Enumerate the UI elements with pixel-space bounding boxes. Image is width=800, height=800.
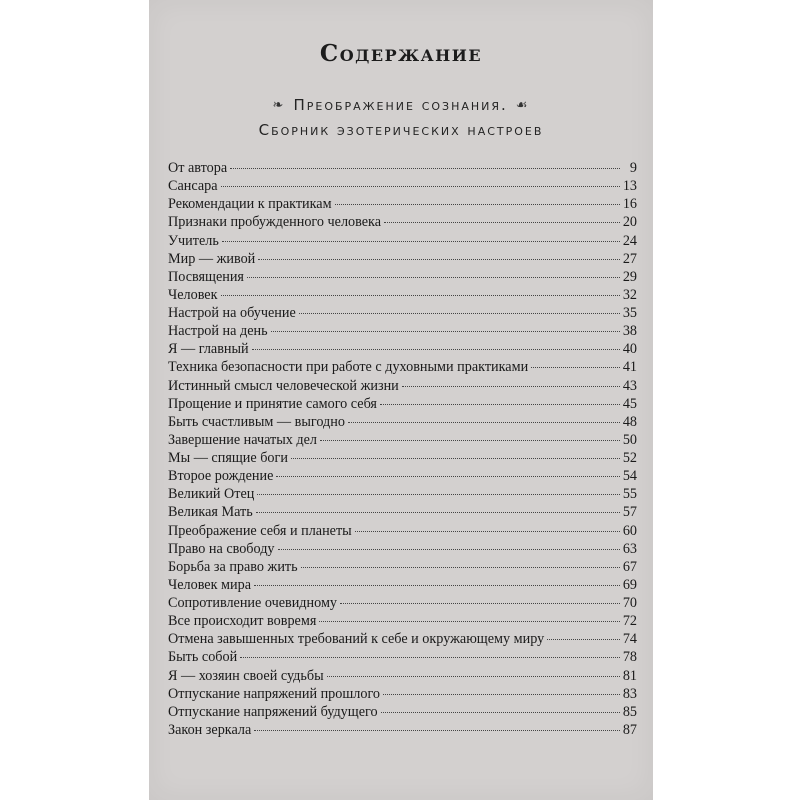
toc-entry-title: Все происходит вовремя xyxy=(168,613,317,630)
toc-entry-title: Быть собой xyxy=(168,649,238,666)
dot-leader xyxy=(254,730,620,731)
toc-entry-page-number: 57 xyxy=(622,504,637,521)
toc-entry-title: Преображение себя и планеты xyxy=(168,522,352,539)
toc-entry-title: Великий Отец xyxy=(168,486,255,503)
section-title-line-1 xyxy=(149,96,653,114)
dot-leader xyxy=(254,585,620,586)
toc-entry[interactable] xyxy=(168,704,637,722)
toc-entry-page-number: 55 xyxy=(622,486,637,503)
dot-leader xyxy=(256,512,620,513)
toc-entry[interactable] xyxy=(168,323,637,341)
toc-entry-page-number: 40 xyxy=(622,341,637,358)
toc-entry-page-number: 45 xyxy=(622,395,637,412)
toc-entry-page-number: 74 xyxy=(622,631,637,648)
toc-entry-title: Человек мира xyxy=(168,576,252,593)
table-of-contents xyxy=(168,160,637,740)
toc-entry-page-number: 54 xyxy=(622,468,637,485)
toc-entry[interactable] xyxy=(168,414,637,432)
dot-leader xyxy=(402,386,620,387)
toc-entry-page-number: 38 xyxy=(622,323,637,340)
dot-leader xyxy=(383,694,620,695)
toc-entry-page-number: 87 xyxy=(622,721,637,738)
toc-entry-page-number: 70 xyxy=(622,595,637,611)
toc-entry-title: Рекомендации к практикам xyxy=(168,196,332,213)
dot-leader xyxy=(299,313,620,314)
toc-entry-title: Я — главный xyxy=(168,341,249,358)
toc-entry-title: Борьба за право жить xyxy=(168,558,298,575)
book-page xyxy=(149,0,653,800)
toc-entry-title: Закон зеркала xyxy=(168,721,252,738)
toc-entry-page-number: 32 xyxy=(622,286,637,303)
dot-leader xyxy=(278,549,620,550)
toc-entry[interactable] xyxy=(168,305,637,323)
toc-entry-title: Отмена завышенных требований к себе и окружающему миру xyxy=(168,631,545,648)
toc-entry-page-number: 9 xyxy=(629,160,637,176)
toc-entry-page-number: 69 xyxy=(622,576,637,593)
dot-leader xyxy=(355,531,620,532)
toc-entry[interactable] xyxy=(168,214,637,232)
toc-entry-page-number: 85 xyxy=(622,703,637,720)
dot-leader xyxy=(257,494,619,495)
ornament-right-icon: ☙ xyxy=(515,98,530,113)
toc-entry-title: Второе рождение xyxy=(168,468,274,485)
toc-entry[interactable] xyxy=(168,378,637,396)
toc-entry-title: Великая Мать xyxy=(168,504,253,521)
toc-entry[interactable] xyxy=(168,359,637,377)
toc-entry-page-number: 60 xyxy=(622,522,637,539)
dot-leader xyxy=(320,440,620,441)
toc-entry-title: Истинный смысл человеческой жизни xyxy=(168,377,399,394)
toc-entry-page-number: 43 xyxy=(622,377,637,394)
toc-entry[interactable] xyxy=(168,613,637,631)
dot-leader xyxy=(221,186,620,187)
toc-entry[interactable] xyxy=(168,233,637,251)
toc-entry-title: Настрой на день xyxy=(168,323,268,340)
toc-entry-title: Настрой на обучение xyxy=(168,305,296,321)
toc-entry[interactable] xyxy=(168,541,637,559)
toc-entry[interactable] xyxy=(168,160,637,178)
toc-entry[interactable] xyxy=(168,686,637,704)
toc-entry[interactable] xyxy=(168,559,637,577)
toc-entry-title: Мир — живой xyxy=(168,250,256,267)
toc-entry-title: Учитель xyxy=(168,232,219,249)
toc-entry-title: Сансара xyxy=(168,178,218,195)
toc-entry[interactable] xyxy=(168,577,637,595)
dot-leader xyxy=(221,295,620,296)
toc-entry-page-number: 81 xyxy=(622,667,637,684)
dot-leader xyxy=(247,277,620,278)
dot-leader xyxy=(252,349,620,350)
toc-entry[interactable] xyxy=(168,287,637,305)
toc-entry[interactable] xyxy=(168,523,637,541)
toc-entry-page-number: 41 xyxy=(622,359,637,376)
toc-entry[interactable] xyxy=(168,251,637,269)
toc-entry-title: Человек xyxy=(168,286,218,303)
toc-entry-page-number: 16 xyxy=(622,196,637,213)
toc-entry-page-number: 24 xyxy=(622,232,637,249)
toc-entry-page-number: 72 xyxy=(622,613,637,630)
dot-leader xyxy=(271,331,620,332)
toc-entry[interactable] xyxy=(168,631,637,649)
toc-entry-page-number: 20 xyxy=(622,214,637,231)
toc-entry[interactable] xyxy=(168,432,637,450)
dot-leader xyxy=(327,676,620,677)
toc-entry-title: Я — хозяин своей судьбы xyxy=(168,667,324,684)
toc-entry[interactable] xyxy=(168,504,637,522)
toc-entry-title: Право на свободу xyxy=(168,540,275,557)
toc-entry-title: Мы — спящие боги xyxy=(168,450,288,466)
toc-entry-page-number: 83 xyxy=(622,685,637,702)
toc-entry-title: Признаки пробужденного человека xyxy=(168,214,382,231)
toc-entry-page-number: 27 xyxy=(622,250,637,267)
toc-entry-page-number: 63 xyxy=(622,540,637,557)
toc-entry-page-number: 48 xyxy=(622,413,637,430)
toc-entry[interactable] xyxy=(168,178,637,196)
page-title: Содержание xyxy=(319,40,483,67)
toc-entry-page-number: 29 xyxy=(622,268,637,285)
dot-leader xyxy=(381,712,620,713)
toc-entry-title: От автора xyxy=(168,160,228,176)
dot-leader xyxy=(531,367,620,368)
toc-entry-title: Техника безопасности при работе с духовными практиками xyxy=(168,359,529,376)
toc-entry[interactable] xyxy=(168,269,637,287)
dot-leader xyxy=(384,222,620,223)
dot-leader xyxy=(230,168,620,169)
dot-leader xyxy=(340,603,620,604)
toc-entry-page-number: 50 xyxy=(622,431,637,448)
toc-entry[interactable] xyxy=(168,468,637,486)
toc-entry[interactable] xyxy=(168,341,637,359)
toc-entry-title: Быть счастливым — выгодно xyxy=(168,413,345,430)
dot-leader xyxy=(335,204,620,205)
toc-entry-page-number: 35 xyxy=(622,305,637,321)
toc-entry-title: Посвящения xyxy=(168,268,244,285)
dot-leader xyxy=(291,458,620,459)
dot-leader xyxy=(348,422,620,423)
toc-entry-title: Завершение начатых дел xyxy=(168,431,318,448)
toc-entry-page-number: 78 xyxy=(622,649,637,666)
toc-entry[interactable] xyxy=(168,668,637,686)
section-title-line-2: Сборник эзотерических настроев xyxy=(258,121,544,139)
dot-leader xyxy=(222,241,620,242)
toc-entry[interactable] xyxy=(168,196,637,214)
ornament-left-icon: ❧ xyxy=(272,98,286,113)
toc-entry-page-number: 52 xyxy=(622,450,637,466)
toc-entry-title: Прощение и принятие самого себя xyxy=(168,395,377,412)
toc-entry[interactable] xyxy=(168,450,637,468)
toc-entry[interactable] xyxy=(168,486,637,504)
dot-leader xyxy=(380,404,620,405)
section-title-text-1: Преображение сознания. xyxy=(293,96,508,114)
toc-entry-title: Отпускание напряжений прошлого xyxy=(168,685,381,702)
dot-leader xyxy=(276,476,619,477)
dot-leader xyxy=(301,567,620,568)
dot-leader xyxy=(319,621,619,622)
toc-entry-title: Сопротивление очевидному xyxy=(168,595,338,611)
dot-leader xyxy=(258,259,620,260)
dot-leader xyxy=(240,657,620,658)
toc-entry-page-number: 67 xyxy=(622,558,637,575)
toc-entry[interactable] xyxy=(168,649,637,667)
toc-entry[interactable] xyxy=(168,396,637,414)
toc-entry-title: Отпускание напряжений будущего xyxy=(168,703,378,720)
toc-entry[interactable] xyxy=(168,595,637,613)
dot-leader xyxy=(547,639,620,640)
toc-entry[interactable] xyxy=(168,722,637,740)
toc-entry-page-number: 13 xyxy=(622,178,637,195)
